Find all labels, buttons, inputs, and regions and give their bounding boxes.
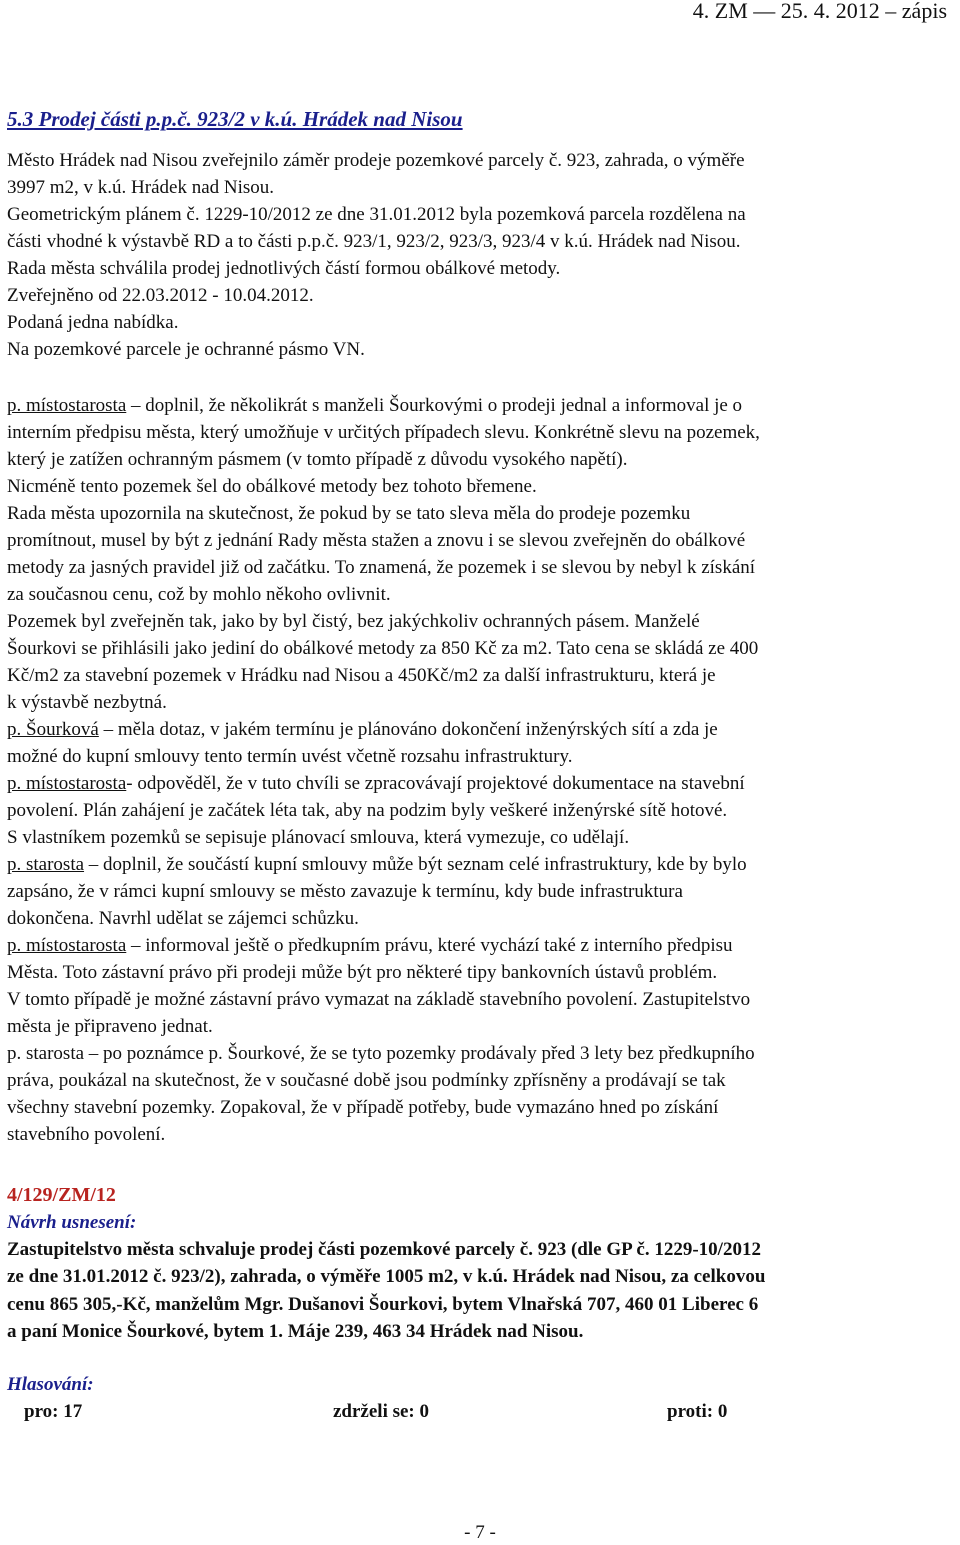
speaker-name: p. Šourková — [7, 719, 99, 740]
intro-line: části vhodné k výstavbě RD a to části p.p.č. 923/1, 923/2, 923/3, 923/4 v k.ú. Hrádek nad Nisou. — [7, 231, 741, 252]
discussion-line — [7, 851, 760, 878]
discussion-line — [7, 905, 760, 932]
discussion-line — [7, 959, 760, 986]
discussion-text: práva, poukázal na skutečnost, že v současné době jsou podmínky zpřísněny a prodávají se tak — [7, 1070, 726, 1091]
discussion-line — [7, 770, 760, 797]
discussion-line — [7, 743, 760, 770]
discussion-line — [7, 446, 760, 473]
intro-line: 3997 m2, v k.ú. Hrádek nad Nisou. — [7, 177, 275, 198]
discussion-text: promítnout, musel by být z jednání Rady města stažen a znovu i se slevou zveřejněn do obálkové — [7, 530, 746, 551]
intro-line: Rada města schválila prodej jednotlivých částí formou obálkové metody. — [7, 258, 561, 279]
discussion-line — [7, 419, 760, 446]
discussion-line — [7, 689, 760, 716]
discussion-text: interním předpisu města, který umožňuje v určitých případech slevu. Konkrétně slevu na pozemek, — [7, 422, 760, 443]
discussion-text: povolení. Plán zahájení je začátek léta tak, aby na podzim byly veškeré inženýrské sítě hotové. — [7, 800, 728, 821]
resolution-number: 4/129/ZM/12 — [7, 1184, 116, 1206]
discussion-text: Pozemek byl zveřejněn tak, jako by byl čistý, bez jakýchkoliv ochranných pásem. Manželé — [7, 611, 700, 632]
intro-paragraph — [7, 147, 746, 363]
vote-for: pro: 17 — [24, 1401, 83, 1422]
discussion-line — [7, 878, 760, 905]
discussion-block — [7, 392, 760, 1148]
vote-abstain: zdrželi se: 0 — [333, 1401, 430, 1422]
discussion-line — [7, 581, 760, 608]
resolution-text — [7, 1236, 953, 1345]
speaker-name: p. místostarosta — [7, 773, 127, 794]
discussion-text: zapsáno, že v rámci kupní smlouvy se město zavazuje k termínu, kdy bude infrastruktura — [7, 881, 683, 902]
discussion-text: Nicméně tento pozemek šel do obálkové metody bez tohoto břemene. — [7, 476, 537, 497]
discussion-text: všechny stavební pozemky. Zopakoval, že v případě potřeby, bude vymazáno hned po získání — [7, 1097, 719, 1118]
discussion-text: V tomto případě je možné zástavní právo vymazat na základě stavebního povolení. Zastupitelstvo — [7, 989, 751, 1010]
resolution-line: cenu 865 305,-Kč, manželům Mgr. Dušanovi Šourkovi, bytem Vlnařská 707, 460 01 Liberec 6 — [7, 1293, 759, 1315]
speaker-name: p. místostarosta — [7, 935, 127, 956]
discussion-line — [7, 932, 760, 959]
page-number: - 7 - — [464, 1522, 496, 1543]
intro-line: Geometrickým plánem č. 1229-10/2012 ze dne 31.01.2012 byla pozemková parcela rozdělena na — [7, 204, 746, 225]
discussion-line — [7, 716, 760, 743]
page-header: 4. ZM — 25. 4. 2012 – zápis — [692, 0, 947, 23]
discussion-text: – měla dotaz, v jakém termínu je plánováno dokončení inženýrských sítí a zda je — [98, 719, 718, 740]
discussion-text: p. starosta – po poznámce p. Šourkové, že se tyto pozemky prodávaly před 3 lety bez předkupního — [7, 1043, 755, 1064]
discussion-line — [7, 527, 760, 554]
discussion-text: Šourkovi se přihlásili jako jediní do obálkové metody za 850 Kč za m2. Tato cena se skládá ze 400 — [7, 638, 759, 659]
intro-line: Podaná jedna nabídka. — [7, 312, 179, 333]
discussion-line — [7, 986, 760, 1013]
discussion-text: – doplnil, že součástí kupní smlouvy může být seznam celé infrastruktury, kde by bylo — [84, 854, 747, 875]
discussion-line — [7, 824, 760, 851]
discussion-text: za současnou cenu, což by mohlo někoho ovlivnit. — [7, 584, 391, 605]
discussion-text: metody za jasných pravidel již od začátku. To znamená, že pozemek i se slevou by nebyl k získání — [7, 557, 756, 578]
discussion-text: stavebního povolení. — [7, 1124, 166, 1145]
discussion-text: Města. Toto zástavní právo při prodeji může být pro některé tipy bankovních ústavů problém. — [7, 962, 718, 983]
discussion-text: Kč/m2 za stavební pozemek v Hrádku nad Nisou a 450Kč/m2 za další infrastrukturu, která je — [7, 665, 716, 686]
vote-against: proti: 0 — [667, 1401, 728, 1422]
discussion-text: S vlastníkem pozemků se sepisuje plánovací smlouva, která vymezuje, co udělají. — [7, 827, 630, 848]
discussion-text: který je zatížen ochranným pásmem (v tomto případě z důvodu vysokého napětí). — [7, 449, 628, 470]
discussion-text: Rada města upozornila na skutečnost, že pokud by se tato sleva měla do prodeje pozemku — [7, 503, 691, 524]
resolution-line: ze dne 31.01.2012 č. 923/2), zahrada, o výměře 1005 m2, v k.ú. Hrádek nad Nisou, za celkovou — [7, 1266, 766, 1288]
discussion-line — [7, 500, 760, 527]
resolution-label: Návrh usnesení: — [7, 1212, 137, 1233]
discussion-text: – doplnil, že několikrát s manželi Šourkovými o prodeji jednal a informoval je o — [126, 395, 743, 416]
speaker-name: p. místostarosta — [7, 395, 127, 416]
discussion-line — [7, 1067, 760, 1094]
discussion-line — [7, 473, 760, 500]
resolution-line: a paní Monice Šourkové, bytem 1. Máje 239, 463 34 Hrádek nad Nisou. — [7, 1320, 584, 1342]
discussion-text: - odpověděl, že v tuto chvíli se zpracovávají projektové dokumentace na stavební — [126, 773, 745, 794]
discussion-line — [7, 608, 760, 635]
discussion-text: k výstavbě nezbytná. — [7, 692, 167, 713]
voting-label: Hlasování: — [7, 1374, 94, 1395]
discussion-line — [7, 1040, 760, 1067]
intro-line: Na pozemkové parcele je ochranné pásmo VN. — [7, 339, 365, 360]
intro-line: Zveřejněno od 22.03.2012 - 10.04.2012. — [7, 285, 314, 306]
discussion-line — [7, 1121, 760, 1148]
discussion-line — [7, 797, 760, 824]
discussion-line — [7, 1013, 760, 1040]
resolution-line: Zastupitelstvo města schvaluje prodej části pozemkové parcely č. 923 (dle GP č. 1229-10/2012 — [7, 1239, 761, 1260]
speaker-name: p. starosta — [7, 854, 85, 875]
discussion-line — [7, 635, 760, 662]
discussion-text: dokončena. Navrhl udělat se zájemci schůzku. — [7, 908, 359, 929]
discussion-text: – informoval ještě o předkupním právu, které vychází také z interního předpisu — [126, 935, 733, 956]
discussion-line — [7, 392, 760, 419]
discussion-line — [7, 662, 760, 689]
discussion-line — [7, 1094, 760, 1121]
discussion-text: možné do kupní smlouvy tento termín uvést včetně rozsahu infrastruktury. — [7, 746, 573, 767]
intro-line: Město Hrádek nad Nisou zveřejnilo záměr prodeje pozemkové parcely č. 923, zahrada, o výměře — [7, 150, 745, 171]
discussion-line — [7, 554, 760, 581]
discussion-text: města je připraveno jednat. — [7, 1016, 213, 1037]
section-heading: 5.3 Prodej části p.p.č. 923/2 v k.ú. Hrádek nad Nisou — [7, 107, 463, 131]
